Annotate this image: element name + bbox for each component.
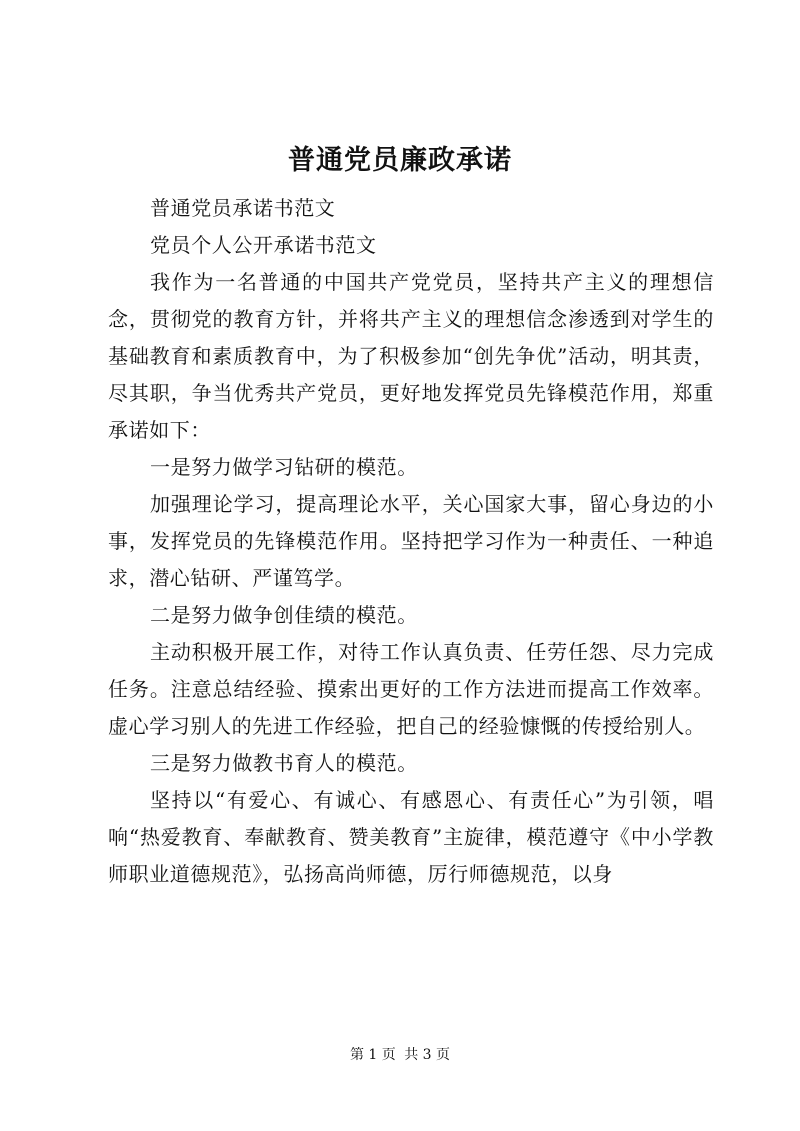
- paragraph-heading-2: 二是努力做争创佳绩的模范。: [150, 603, 418, 627]
- paragraph-body-2: 主动积极开展工作，对待工作认真负责、任劳任怨、尽力完成任务。注意总结经验、摸索出更好的工作方法进而提高工作效率。虚心学习别人的先进工作经验，把自己的经验慷慨的传授给别人。: [108, 640, 714, 738]
- paragraph-body-1: 加强理论学习，提高理论水平，关心国家大事，留心身边的小事，发挥党员的先锋模范作用。坚持把学习作为一种责任、一种追求，潜心钻研、严谨笃学。: [108, 492, 714, 590]
- document-title: 普通党员廉政承诺: [288, 145, 512, 176]
- document-body: [108, 190, 714, 893]
- paragraph-intro: 我作为一名普通的中国共产党党员，坚持共产主义的理想信念，贯彻党的教育方针，并将共产主义的理想信念渗透到对学生的基础教育和素质教育中，为了积极参加“创先争优”活动，明其责，尽其职，争当优秀共产党员，更好地发挥党员先锋模范作用，郑重承诺如下：: [108, 270, 714, 442]
- paragraph-heading-1: 一是努力做学习钻研的模范。: [150, 455, 418, 479]
- paragraph-subtitle-1: 普通党员承诺书范文: [150, 196, 336, 220]
- page-number-total: 共 3 页: [404, 1047, 451, 1063]
- page-number-current: 第 1 页: [349, 1047, 396, 1063]
- page-footer: [0, 1045, 800, 1065]
- paragraph-subtitle-2: 党员个人公开承诺书范文: [150, 233, 377, 257]
- paragraph-heading-3: 三是努力做教书育人的模范。: [150, 751, 418, 775]
- paragraph-body-3: 坚持以“有爱心、有诚心、有感恩心、有责任心”为引领，唱响“热爱教育、奉献教育、赞美教育”主旋律，模范遵守《中小学教师职业道德规范》，弘扬高尚师德，厉行师德规范，以身: [108, 788, 714, 886]
